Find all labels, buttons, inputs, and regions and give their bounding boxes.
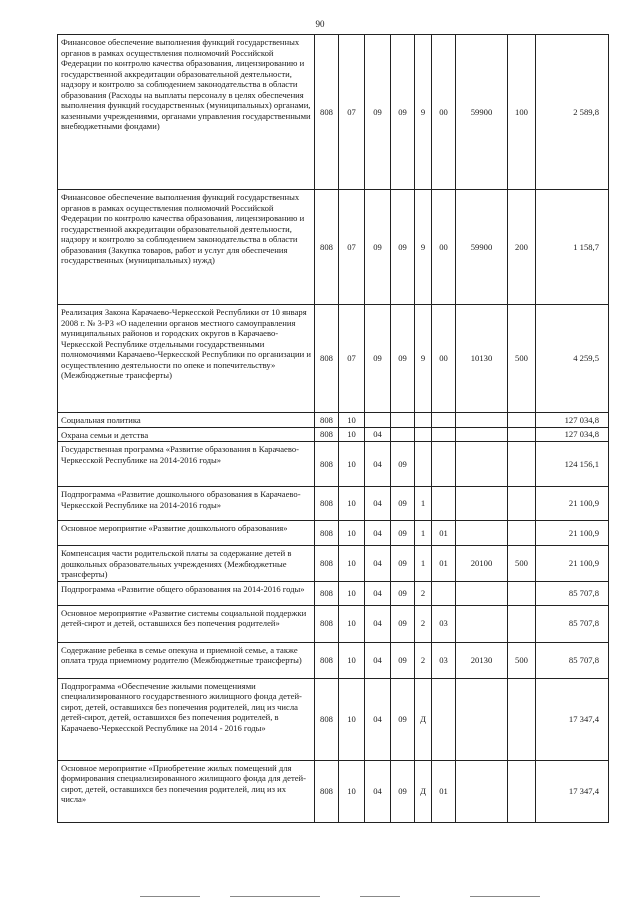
row-name: Финансовое обеспечение выполнения функций государственных органов в рамках осуществления полномочий Российской Федерации по контролю качества образования, лицензированию и государственной аккредитации образовательной деятельности, надзору и контролю за соблюдением законодательства в области образования (Закупка товаров, работ и услуг для обеспечения государственных (муниципальных) нужд) [58, 190, 315, 305]
cell-vr [508, 760, 536, 822]
cell-gp: 09 [391, 442, 415, 487]
row-name: Основное мероприятие «Развитие системы социальной поддержки детей-сирот и детей, оставшихся без попечения родителей» [58, 605, 315, 642]
cell-ved: 808 [315, 546, 339, 582]
cell-pp: 2 [415, 642, 432, 678]
cell-ved: 808 [315, 413, 339, 428]
scan-artifacts [0, 893, 640, 897]
cell-csr [456, 605, 508, 642]
cell-rz: 10 [339, 678, 365, 760]
cell-amount: 21 100,9 [536, 487, 609, 521]
cell-gp: 09 [391, 605, 415, 642]
cell-ved: 808 [315, 642, 339, 678]
cell-amount: 1 158,7 [536, 190, 609, 305]
cell-amount: 85 707,8 [536, 605, 609, 642]
cell-csr [456, 487, 508, 521]
cell-pr: 09 [365, 190, 391, 305]
cell-pp: Д [415, 760, 432, 822]
cell-csr [456, 678, 508, 760]
cell-vr [508, 581, 536, 605]
budget-table [57, 34, 609, 823]
cell-gp: 09 [391, 190, 415, 305]
cell-pp: 2 [415, 605, 432, 642]
row-name: Компенсация части родительской платы за содержание детей в дошкольных образовательных учреждениях (Межбюджетные трансферты) [58, 546, 315, 582]
row-name: Финансовое обеспечение выполнения функций государственных органов в рамках осуществления полномочий Российской Федерации по контролю качества образования, лицензированию и государственной аккредитации образовательной деятельности, надзору и контролю за соблюдением законодательства в области образования (Расходы на выплаты персоналу в целях обеспечения выполнения функций государственных (муниципальных) органами, казенными учреждениями, органами управления государственными внебюджетными фондами) [58, 35, 315, 190]
cell-amount: 127 034,8 [536, 427, 609, 442]
cell-ved: 808 [315, 487, 339, 521]
cell-amount: 85 707,8 [536, 642, 609, 678]
cell-amount: 127 034,8 [536, 413, 609, 428]
row-name: Охрана семьи и детства [58, 427, 315, 442]
row-name: Основное мероприятие «Развитие дошкольного образования» [58, 521, 315, 546]
cell-vr [508, 487, 536, 521]
cell-amount: 4 259,5 [536, 305, 609, 413]
cell-om: 03 [432, 642, 456, 678]
cell-om [432, 427, 456, 442]
cell-om [432, 487, 456, 521]
cell-om [432, 581, 456, 605]
cell-pp [415, 427, 432, 442]
cell-pp: 1 [415, 546, 432, 582]
cell-csr [456, 581, 508, 605]
table-row [58, 190, 609, 305]
cell-om [432, 442, 456, 487]
cell-pp: 1 [415, 487, 432, 521]
cell-pr: 04 [365, 605, 391, 642]
cell-csr [456, 521, 508, 546]
cell-ved: 808 [315, 678, 339, 760]
cell-pp: 2 [415, 581, 432, 605]
cell-pr: 04 [365, 487, 391, 521]
cell-vr [508, 442, 536, 487]
cell-vr: 500 [508, 642, 536, 678]
cell-csr: 10130 [456, 305, 508, 413]
cell-pp: 1 [415, 521, 432, 546]
cell-ved: 808 [315, 521, 339, 546]
cell-csr [456, 442, 508, 487]
cell-gp: 09 [391, 305, 415, 413]
cell-gp: 09 [391, 487, 415, 521]
cell-rz: 10 [339, 427, 365, 442]
cell-ved: 808 [315, 442, 339, 487]
cell-ved: 808 [315, 305, 339, 413]
row-name: Подпрограмма «Развитие дошкольного образования в Карачаево-Черкесской Республике на 2014-2016 годы» [58, 487, 315, 521]
cell-pp [415, 413, 432, 428]
cell-csr: 20130 [456, 642, 508, 678]
cell-amount: 17 347,4 [536, 760, 609, 822]
row-name: Основное мероприятие «Приобретение жилых помещений для формирования специализированного жилищного фонда для детей-сирот, детей, оставшихся без попечения родителей, лиц из их числа» [58, 760, 315, 822]
cell-rz: 10 [339, 546, 365, 582]
row-name: Социальная политика [58, 413, 315, 428]
cell-pr: 04 [365, 546, 391, 582]
cell-csr [456, 427, 508, 442]
table-row [58, 581, 609, 605]
cell-vr: 500 [508, 305, 536, 413]
cell-pr: 04 [365, 642, 391, 678]
cell-rz: 10 [339, 521, 365, 546]
cell-om: 03 [432, 605, 456, 642]
cell-pp: 9 [415, 35, 432, 190]
table-row [58, 487, 609, 521]
cell-amount: 85 707,8 [536, 581, 609, 605]
cell-vr: 200 [508, 190, 536, 305]
cell-ved: 808 [315, 760, 339, 822]
cell-om: 00 [432, 35, 456, 190]
cell-pp: 9 [415, 190, 432, 305]
cell-om: 01 [432, 521, 456, 546]
cell-gp: 09 [391, 760, 415, 822]
cell-pr: 04 [365, 442, 391, 487]
cell-rz: 10 [339, 442, 365, 487]
cell-ved: 808 [315, 35, 339, 190]
cell-rz: 10 [339, 487, 365, 521]
cell-ved: 808 [315, 190, 339, 305]
row-name: Подпрограмма «Обеспечение жилыми помещениями специализированного государственного жилищного фонда детей-сирот, детей, оставшихся без попечения родителей, лиц из числа детей-сирот, детей, оставшихся без попечения родителей, в Карачаево-Черкесской Республике на 2014 - 2016 годы» [58, 678, 315, 760]
cell-vr [508, 521, 536, 546]
cell-ved: 808 [315, 581, 339, 605]
cell-gp [391, 427, 415, 442]
table-body [58, 35, 609, 823]
cell-om: 01 [432, 546, 456, 582]
cell-pr: 04 [365, 678, 391, 760]
cell-vr: 500 [508, 546, 536, 582]
table-row [58, 413, 609, 428]
cell-rz: 07 [339, 35, 365, 190]
cell-vr: 100 [508, 35, 536, 190]
table-row [58, 427, 609, 442]
row-name: Подпрограмма «Развитие общего образования на 2014-2016 годы» [58, 581, 315, 605]
cell-pr: 04 [365, 581, 391, 605]
cell-pr: 04 [365, 521, 391, 546]
cell-vr [508, 605, 536, 642]
cell-om: 00 [432, 190, 456, 305]
cell-rz: 10 [339, 413, 365, 428]
cell-rz: 07 [339, 190, 365, 305]
cell-rz: 10 [339, 605, 365, 642]
table-row [58, 35, 609, 190]
table-row [58, 642, 609, 678]
cell-pp [415, 442, 432, 487]
cell-amount: 17 347,4 [536, 678, 609, 760]
cell-om [432, 413, 456, 428]
row-name: Государственная программа «Развитие образования в Карачаево-Черкесской Республике на 2014-2016 годы» [58, 442, 315, 487]
table-row [58, 760, 609, 822]
cell-rz: 10 [339, 760, 365, 822]
cell-gp: 09 [391, 35, 415, 190]
cell-gp: 09 [391, 521, 415, 546]
cell-vr [508, 427, 536, 442]
table-row [58, 546, 609, 582]
cell-gp: 09 [391, 678, 415, 760]
page-number: 90 [315, 19, 325, 29]
cell-pr: 09 [365, 305, 391, 413]
cell-pr: 09 [365, 35, 391, 190]
table-row [58, 442, 609, 487]
cell-amount: 2 589,8 [536, 35, 609, 190]
cell-gp: 09 [391, 581, 415, 605]
cell-csr: 59900 [456, 35, 508, 190]
cell-pr: 04 [365, 427, 391, 442]
cell-pp: 9 [415, 305, 432, 413]
table-row [58, 678, 609, 760]
cell-csr: 20100 [456, 546, 508, 582]
row-name: Содержание ребенка в семье опекуна и приемной семье, а также оплата труда приемному родителю (Межбюджетные трансферты) [58, 642, 315, 678]
cell-rz: 07 [339, 305, 365, 413]
cell-vr [508, 413, 536, 428]
cell-amount: 21 100,9 [536, 546, 609, 582]
table-row [58, 305, 609, 413]
cell-om: 01 [432, 760, 456, 822]
table-row [58, 605, 609, 642]
cell-rz: 10 [339, 642, 365, 678]
cell-gp: 09 [391, 642, 415, 678]
table-row [58, 521, 609, 546]
cell-pp: Д [415, 678, 432, 760]
row-name: Реализация Закона Карачаево-Черкесской Республики от 10 января 2008 г. № 3-РЗ «О наделении органов местного самоуправления муниципальных районов и городских округов в Карачаево-Черкесской Республике отдельными государственными полномочиями Карачаево-Черкесской Республики по организации и осуществлению деятельности по опеке и попечительству» (Межбюджетные трансферты) [58, 305, 315, 413]
cell-ved: 808 [315, 427, 339, 442]
cell-pr [365, 413, 391, 428]
cell-ved: 808 [315, 605, 339, 642]
cell-gp: 09 [391, 546, 415, 582]
cell-om [432, 678, 456, 760]
cell-csr [456, 413, 508, 428]
cell-amount: 21 100,9 [536, 521, 609, 546]
cell-om: 00 [432, 305, 456, 413]
cell-csr [456, 760, 508, 822]
cell-amount: 124 156,1 [536, 442, 609, 487]
cell-rz: 10 [339, 581, 365, 605]
cell-pr: 04 [365, 760, 391, 822]
cell-vr [508, 678, 536, 760]
cell-gp [391, 413, 415, 428]
cell-csr: 59900 [456, 190, 508, 305]
